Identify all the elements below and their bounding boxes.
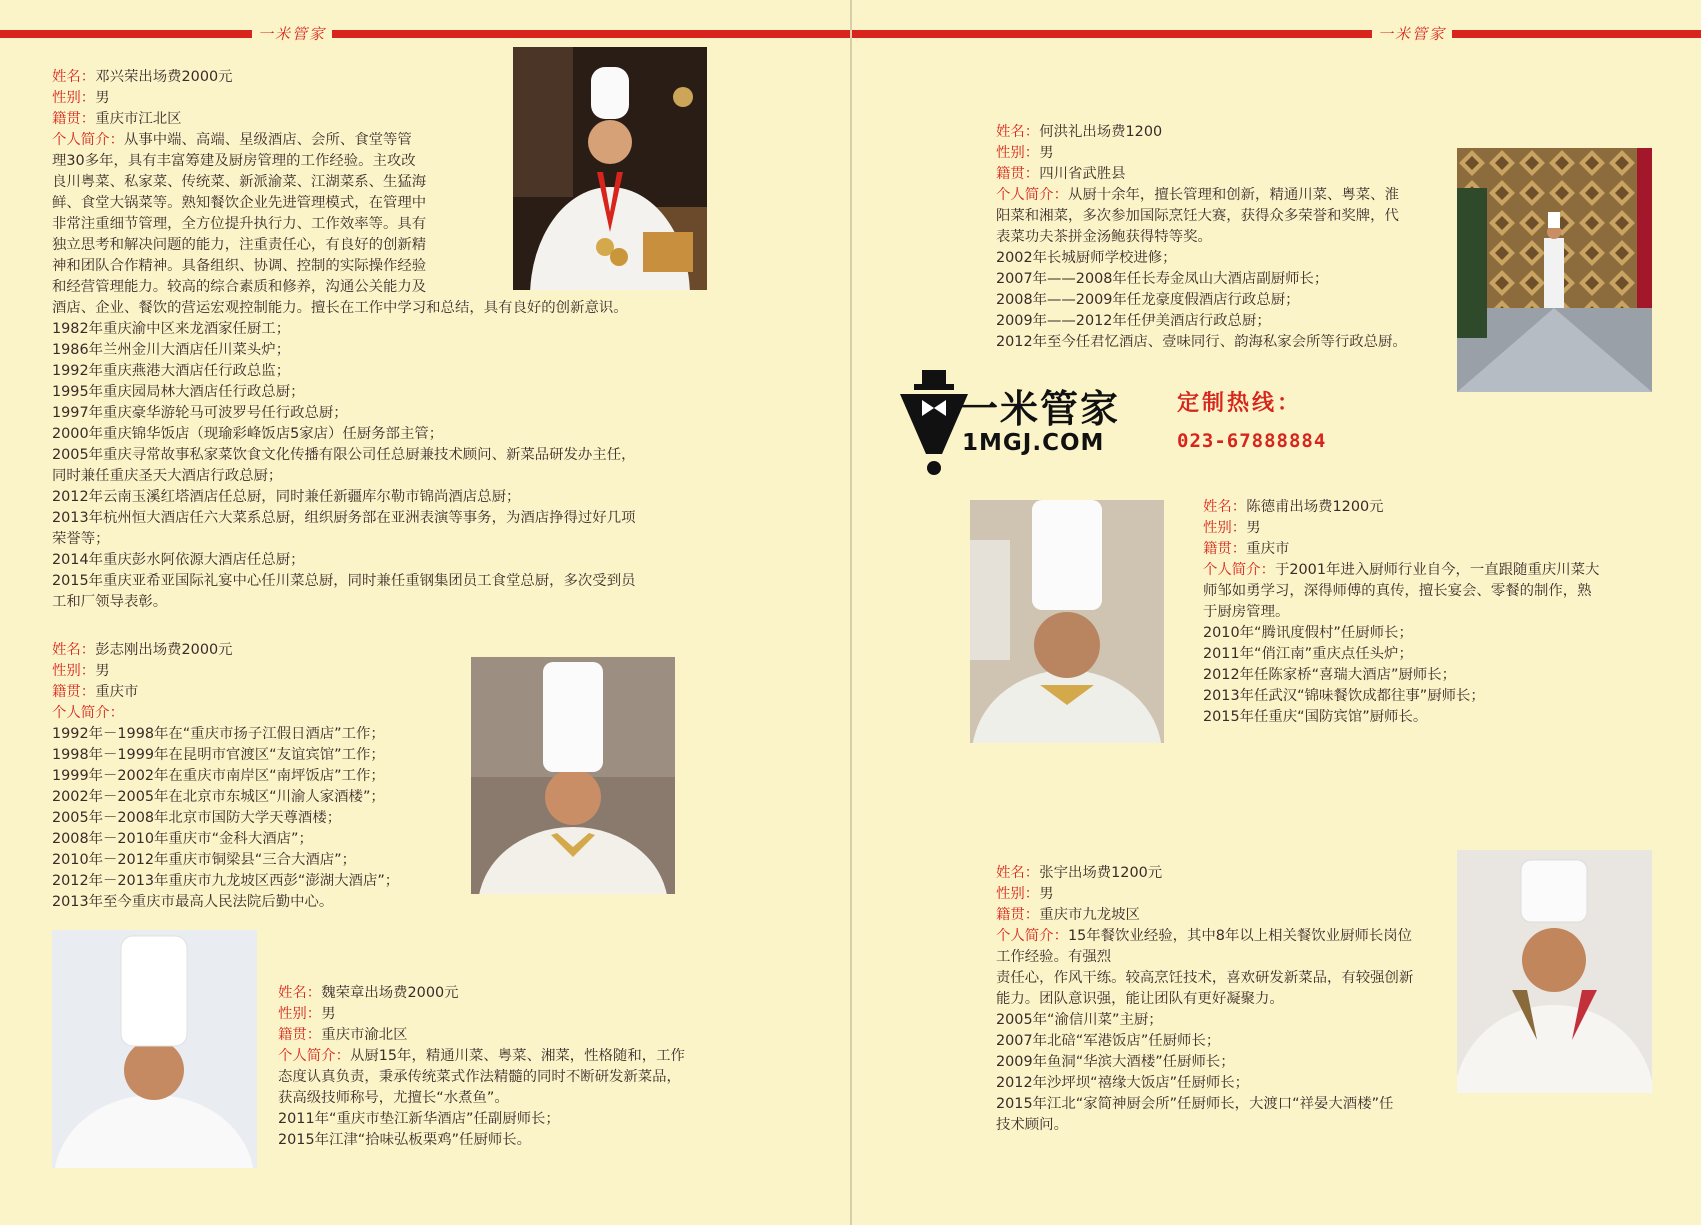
- chef-intro: 15年餐饮业经验，其中8年以上相关餐饮业厨师长岗位: [1067, 928, 1413, 944]
- history-item: 技术顾问。: [996, 1117, 1068, 1133]
- gender-label: 性别：: [278, 1006, 322, 1022]
- chef-gender: 男: [95, 90, 110, 106]
- history-item: 工和厂领导表彰。: [52, 594, 168, 610]
- history-item: 2012年任陈家桥“喜瑞大酒店”厨师长；: [1203, 667, 1457, 683]
- history-item: 2008年——2009年任龙豪度假酒店行政总厨；: [996, 292, 1300, 308]
- history-item: 1995年重庆园局林大酒店任行政总厨；: [52, 384, 305, 400]
- history-item: 1999年－2002年在重庆市南岸区“南坪饭店”工作；: [52, 768, 385, 784]
- origin-label: 籍贯：: [52, 111, 96, 127]
- chef-gender: 男: [1246, 520, 1261, 536]
- chef-card-6: [996, 863, 1436, 1136]
- history-item: 2013年杭州恒大酒店任六大菜系总厨，组织厨务部在亚洲表演等事务，为酒店挣得过好几项: [52, 510, 636, 526]
- intro-line: 能力。团队意识强，能让团队有更好凝聚力。: [996, 991, 1284, 1007]
- gender-label: 性别：: [996, 145, 1040, 161]
- history-item: 2012年－2013年重庆市九龙坡区西彭“澎湖大酒店”；: [52, 873, 400, 889]
- name-label: 姓名：: [52, 69, 96, 85]
- history-item: 2005年－2008年北京市国防大学天尊酒楼；: [52, 810, 342, 826]
- history-item: 2010年“腾讯度假村”任厨师长；: [1203, 625, 1413, 641]
- intro-line: 鲜、食堂大锅菜等。熟知餐饮企业先进管理模式，在管理中: [52, 195, 427, 211]
- history-item: 2005年“渝信川菜”主厨；: [996, 1012, 1163, 1028]
- chef-gender: 男: [321, 1006, 336, 1022]
- chef-photo-5: [970, 500, 1164, 743]
- history-item: 2012年至今任君忆酒店、壹味同行、韵海私家会所等行政总厨。: [996, 334, 1407, 350]
- history-item: 1986年兰州金川大酒店任川菜头炉；: [52, 342, 291, 358]
- history-item: 2014年重庆彭水阿依源大酒店任总厨；: [52, 552, 305, 568]
- chef-card-2: [52, 640, 512, 913]
- origin-label: 籍贯：: [996, 166, 1040, 182]
- chef-origin: 重庆市: [1246, 541, 1290, 557]
- intro-label: 个人简介：: [1203, 562, 1275, 578]
- chef-origin: 重庆市江北区: [95, 111, 182, 127]
- gender-label: 性别：: [1203, 520, 1247, 536]
- left-header-bar: [0, 30, 850, 38]
- left-brand-tag: 一米管家: [252, 24, 332, 44]
- history-item: 2010年－2012年重庆市铜梁县“三合大酒店”；: [52, 852, 357, 868]
- intro-label: 个人简介：: [996, 187, 1068, 203]
- name-label: 姓名：: [996, 124, 1040, 140]
- intro-line: 态度认真负责，秉承传统菜式作法精髓的同时不断研发新菜品，: [278, 1069, 681, 1085]
- history-item: 2011年“俏江南”重庆点任头炉；: [1203, 646, 1413, 662]
- history-item: 2008年－2010年重庆市“金科大酒店”；: [52, 831, 313, 847]
- history-item: 2015年重庆亚希亚国际礼宴中心任川菜总厨，同时兼任重钢集团员工食堂总厨，多次受到员: [52, 573, 636, 589]
- gender-label: 性别：: [52, 663, 96, 679]
- history-item: 2002年－2005年在北京市东城区“川渝人家酒楼”；: [52, 789, 385, 805]
- history-item: 同时兼任重庆圣天大酒店行政总厨；: [52, 468, 283, 484]
- chef-card-5: [1203, 497, 1623, 728]
- right-header-bar: [852, 30, 1701, 38]
- history-item: 2012年沙坪坝“禧缘大饭店”任厨师长；: [996, 1075, 1250, 1091]
- intro-line: 酒店、企业、餐饮的营运宏观控制能力。擅长在工作中学习和总结，具有良好的创新意识。: [52, 300, 628, 316]
- history-item: 2007年——2008年任长寿金凤山大酒店副厨师长；: [996, 271, 1329, 287]
- history-item: 2009年——2012年任伊美酒店行政总厨；: [996, 313, 1271, 329]
- history-item: 2009年鱼洞“华滨大酒楼”任厨师长；: [996, 1054, 1235, 1070]
- history-item: 2002年长城厨师学校进修；: [996, 250, 1177, 266]
- origin-label: 籍贯：: [278, 1027, 322, 1043]
- intro-line: 理30多年，具有丰富筹建及厨房管理的工作经验。主攻改: [52, 153, 416, 169]
- origin-label: 籍贯：: [52, 684, 96, 700]
- history-item: 1982年重庆渝中区来龙酒家任厨工；: [52, 321, 291, 337]
- name-label: 姓名：: [278, 985, 322, 1001]
- intro-label: 个人简介：: [52, 132, 124, 148]
- chef-gender: 男: [95, 663, 110, 679]
- intro-line: 责任心，作风干练。较高烹饪技术，喜欢研发新菜品，有较强创新: [996, 970, 1414, 986]
- history-item: 2005年重庆寻常故事私家菜饮食文化传播有限公司任总厨兼技术顾问、新菜品研发办主任，: [52, 447, 636, 463]
- chef-origin: 重庆市九龙坡区: [1039, 907, 1140, 923]
- chef-name: 陈德甫出场费1200元: [1246, 499, 1384, 515]
- gender-label: 性别：: [52, 90, 96, 106]
- intro-line: 神和团队合作精神。具备组织、协调、控制的实际操作经验: [52, 258, 427, 274]
- chef-card-4: [996, 122, 1426, 353]
- intro-line: 工作经验。有强烈: [996, 949, 1112, 965]
- intro-line: 良川粤菜、私家菜、传统菜、新派渝菜、江湖菜系、生猛海: [52, 174, 427, 190]
- name-label: 姓名：: [996, 865, 1040, 881]
- chef-photo-3: [52, 930, 257, 1168]
- chef-origin: 重庆市: [95, 684, 139, 700]
- history-item: 2011年“重庆市垫江新华酒店”任副厨师长；: [278, 1111, 560, 1127]
- chef-photo-2: [471, 657, 675, 894]
- intro-line: 独立思考和解决问题的能力，注重责任心，有良好的创新精: [52, 237, 427, 253]
- chef-name: 何洪礼出场费1200: [1039, 124, 1163, 140]
- intro-line: 于厨房管理。: [1203, 604, 1290, 620]
- brand-logo: [892, 370, 1132, 475]
- intro-label: 个人简介：: [996, 928, 1068, 944]
- hotline-label: 定制热线：: [1177, 390, 1303, 416]
- right-brand-tag: 一米管家: [1372, 24, 1452, 44]
- history-item: 1997年重庆豪华游轮马可波罗号任行政总厨；: [52, 405, 348, 421]
- intro-label: 个人简介：: [52, 705, 124, 721]
- history-item: 2013年任武汉“锦味餐饮成都往事”厨师长；: [1203, 688, 1485, 704]
- chef-card-3: [278, 983, 718, 1151]
- chef-photo-6: [1457, 850, 1652, 1093]
- logo-domain: 1MGJ.COM: [962, 430, 1105, 456]
- history-item: 1992年重庆燕港大酒店任行政总监；: [52, 363, 291, 379]
- history-item: 1998年－1999年在昆明市官渡区“友谊宾馆”工作；: [52, 747, 385, 763]
- history-item: 2015年江北“家简神厨会所”任厨师长，大渡口“祥晏大酒楼”任: [996, 1096, 1394, 1112]
- origin-label: 籍贯：: [1203, 541, 1247, 557]
- intro-label: 个人简介：: [278, 1048, 350, 1064]
- chef-name: 彭志刚出场费2000元: [95, 642, 233, 658]
- chef-origin: 重庆市渝北区: [321, 1027, 408, 1043]
- history-item: 2015年江津“拾味弘板栗鸡”任厨师长。: [278, 1132, 532, 1148]
- intro-line: 表菜功夫茶拼金汤鲍获得特等奖。: [996, 229, 1212, 245]
- gender-label: 性别：: [996, 886, 1040, 902]
- name-label: 姓名：: [52, 642, 96, 658]
- chef-photo-4: [1457, 148, 1652, 392]
- history-item: 2000年重庆锦华饭店（现瑜彩峰饭店5家店）任厨务部主管；: [52, 426, 444, 442]
- intro-line: 和经营管理能力。较高的综合素质和修养，沟通公关能力及: [52, 279, 427, 295]
- chef-name: 邓兴荣出场费2000元: [95, 69, 233, 85]
- history-item: 2013年至今重庆市最高人民法院后勤中心。: [52, 894, 334, 910]
- origin-label: 籍贯：: [996, 907, 1040, 923]
- chef-gender: 男: [1039, 145, 1054, 161]
- history-item: 1992年－1998年在“重庆市扬子江假日酒店”工作；: [52, 726, 385, 742]
- chef-intro: 从事中端、高端、星级酒店、会所、食堂等管: [123, 132, 412, 148]
- intro-line: 非常注重细节管理，全方位提升执行力、工作效率等。具有: [52, 216, 427, 232]
- name-label: 姓名：: [1203, 499, 1247, 515]
- history-item: 荣誉等；: [52, 531, 110, 547]
- history-item: 2015年任重庆“国防宾馆”厨师长。: [1203, 709, 1428, 725]
- chef-name: 魏荣章出场费2000元: [321, 985, 459, 1001]
- logo-name: 一米管家: [960, 387, 1121, 431]
- chef-origin: 四川省武胜县: [1039, 166, 1126, 182]
- chef-intro: 从厨15年，精通川菜、粤菜、湘菜，性格随和，工作: [349, 1048, 685, 1064]
- chef-gender: 男: [1039, 886, 1054, 902]
- chef-intro: 于2001年进入厨师行业自今，一直跟随重庆川菜大: [1274, 562, 1600, 578]
- page-fold: [850, 0, 852, 1225]
- history-item: 2012年云南玉溪红塔酒店任总厨，同时兼任新疆库尔勒市锦尚酒店总厨；: [52, 489, 521, 505]
- chef-photo-1: [513, 47, 707, 290]
- history-item: 2007年北碚“军港饭店”任厨师长；: [996, 1033, 1221, 1049]
- chef-intro: 从厨十余年，擅长管理和创新，精通川菜、粤菜、淮: [1067, 187, 1399, 203]
- hotline-number: 023-67888884: [1177, 430, 1327, 452]
- intro-line: 阳菜和湘菜，多次参加国际烹饪大赛，获得众多荣誉和奖牌，代: [996, 208, 1399, 224]
- intro-line: 获高级技师称号，尤擅长“水煮鱼”。: [278, 1090, 509, 1106]
- intro-line: 师邹如勇学习，深得师傅的真传，擅长宴会、零餐的制作，熟: [1203, 583, 1592, 599]
- chef-name: 张宇出场费1200元: [1039, 865, 1163, 881]
